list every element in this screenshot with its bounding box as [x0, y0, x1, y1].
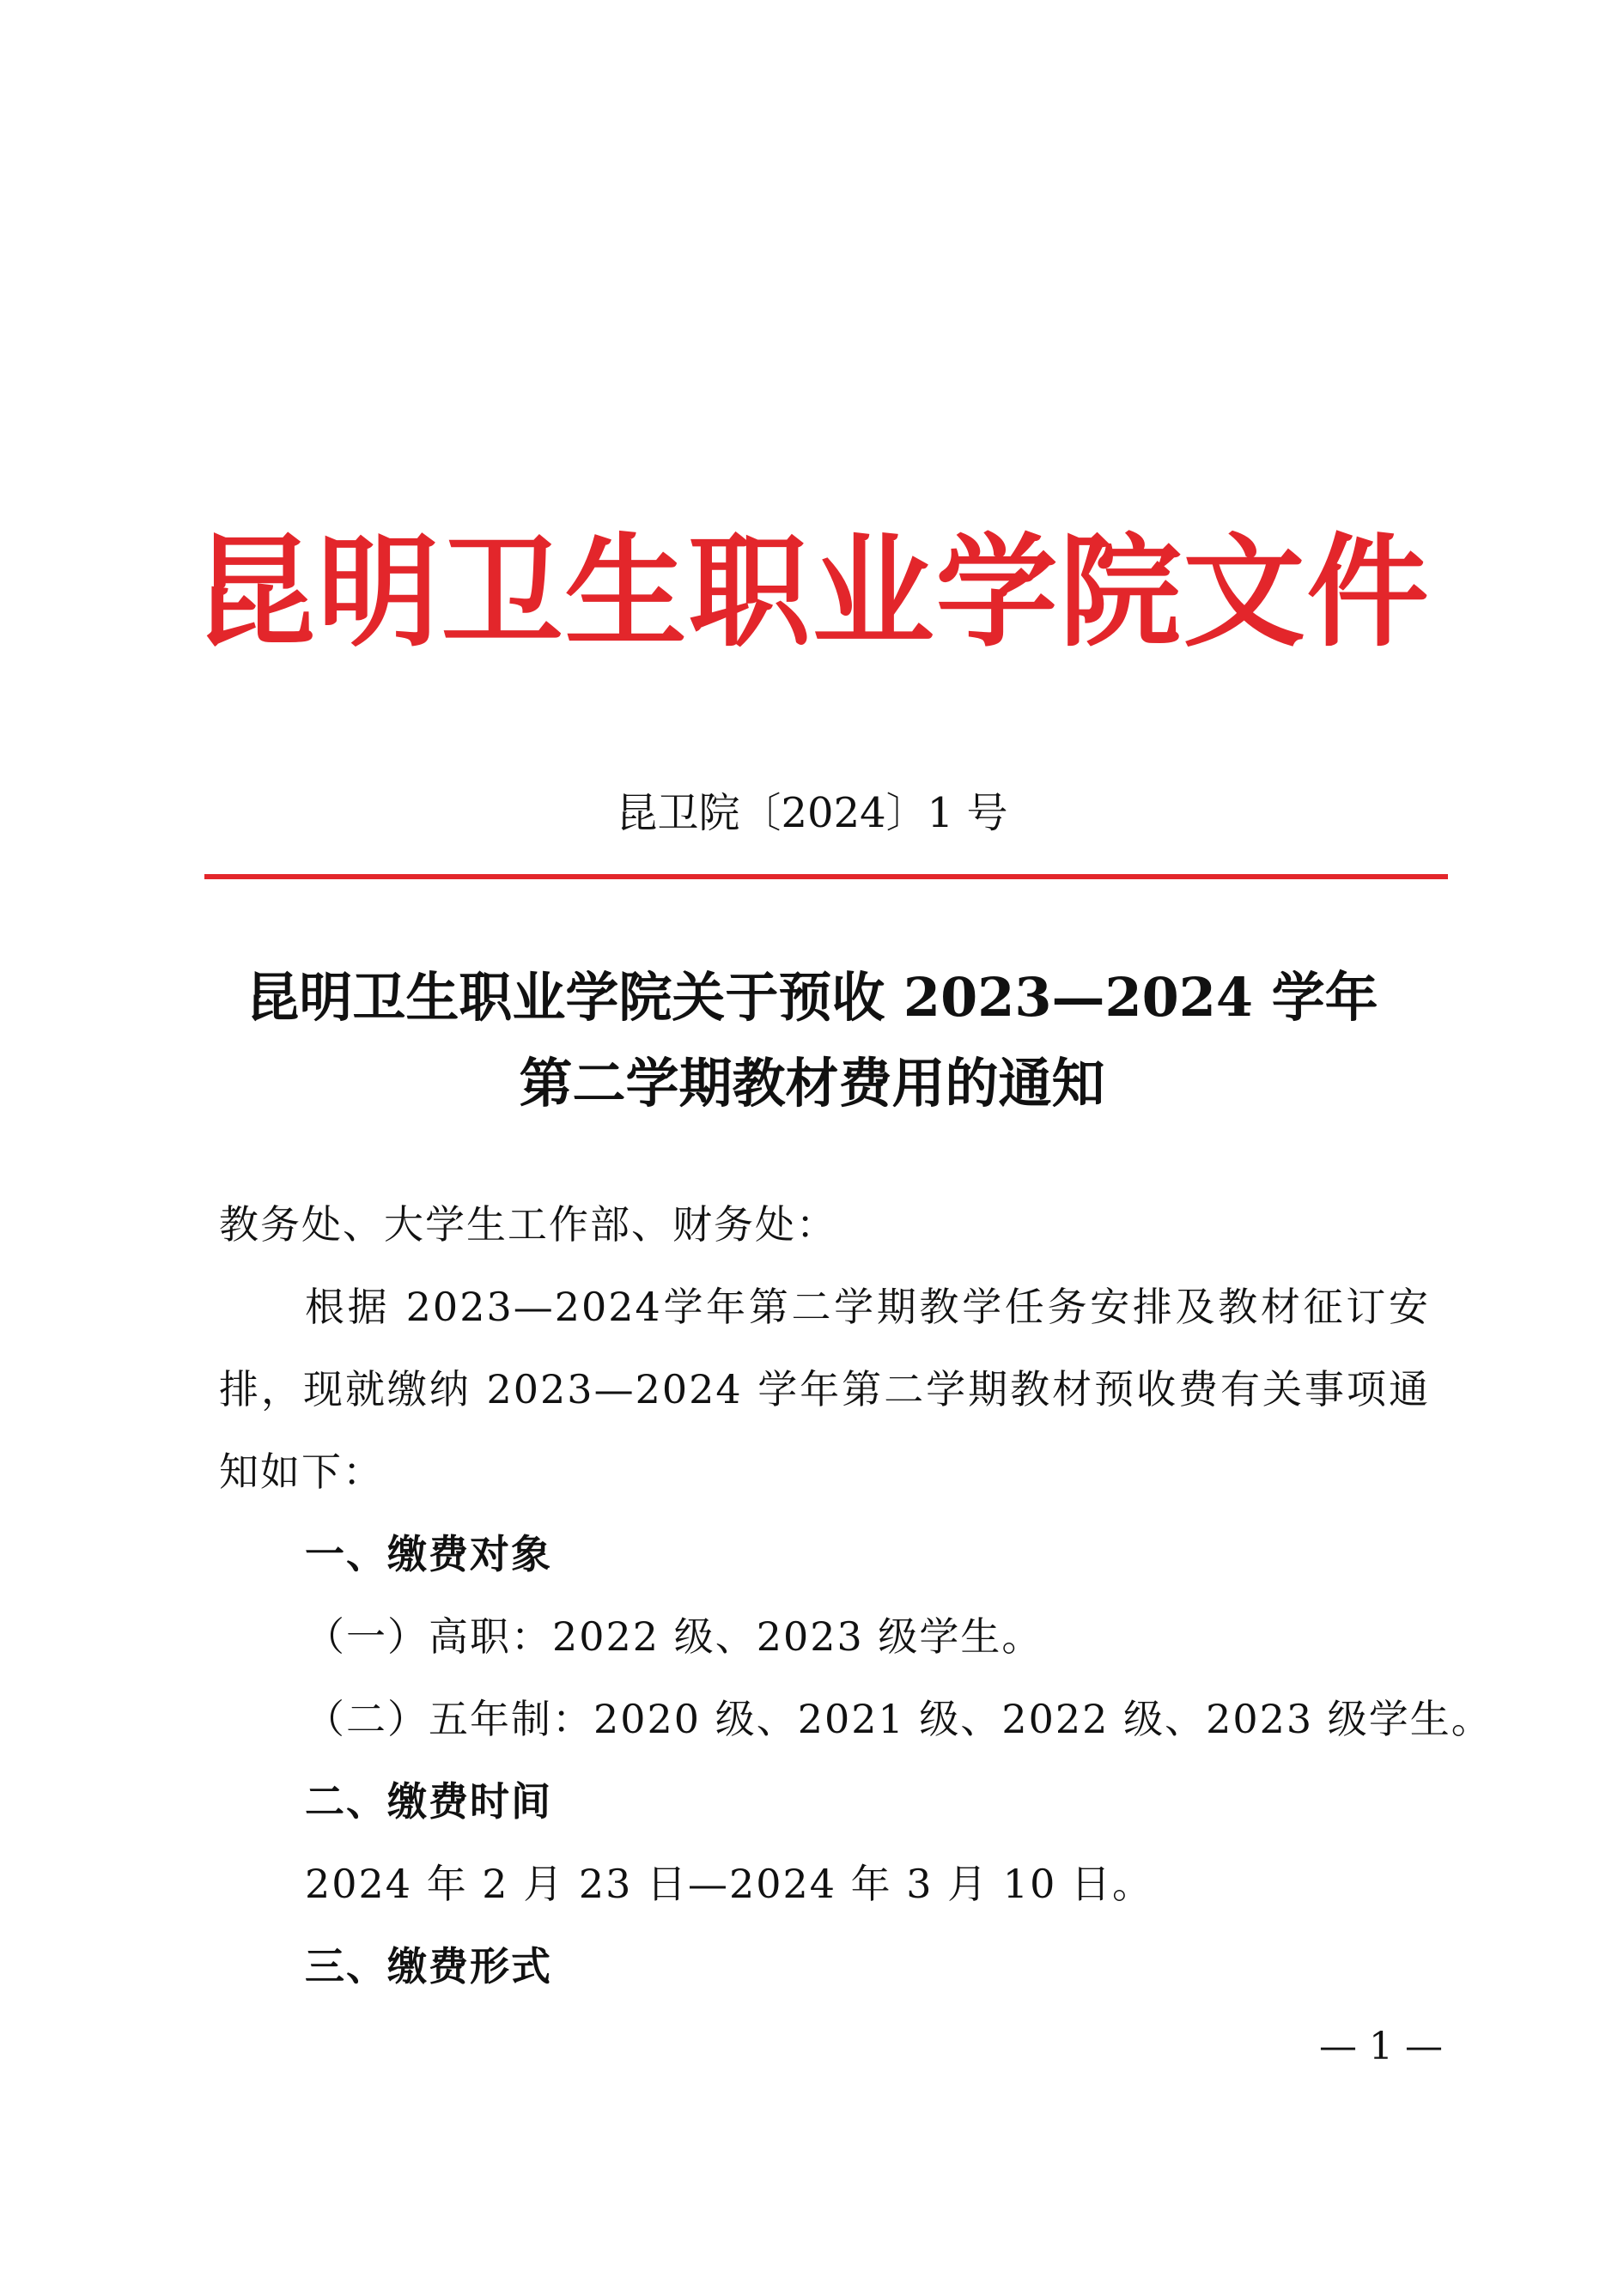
notice-body	[219, 1183, 1493, 2007]
notice-title-line-1: 昆明卫生职业学院关于预收 2023—2024 学年	[246, 966, 1378, 1029]
section-item: （一）高职：2022 级、2023 级学生。	[305, 1613, 1043, 1660]
section-heading-payment-method: 三、缴费形式	[305, 1943, 552, 1989]
notice-title	[0, 955, 1624, 1127]
salutation: 教务处、大学生工作部、财务处：	[219, 1201, 837, 1248]
page-number: — 1 —	[1319, 2025, 1443, 2068]
document-masthead: 昆明卫生职业学院文件	[193, 521, 1431, 664]
intro-paragraph: 根据 2023—2024学年第二学期教学任务安排及教材征订安排，现就缴纳 2023—2024 学年第二学期教材预收费有关事项通知如下：	[219, 1284, 1430, 1495]
notice-title-line-2: 第二学期教材费用的通知	[519, 1052, 1105, 1115]
section-item: （二）五年制：2020 级、2021 级、2022 级、2023 级学生。	[305, 1696, 1493, 1742]
document-number: 昆卫院〔2024〕1 号	[616, 789, 1008, 837]
section-heading-payment-time: 二、缴费时间	[305, 1778, 552, 1825]
section-item: 2024 年 2 月 23 日—2024 年 3 月 10 日。	[305, 1861, 1153, 1907]
section-heading-payers: 一、缴费对象	[305, 1531, 552, 1577]
red-divider-rule	[204, 874, 1448, 879]
